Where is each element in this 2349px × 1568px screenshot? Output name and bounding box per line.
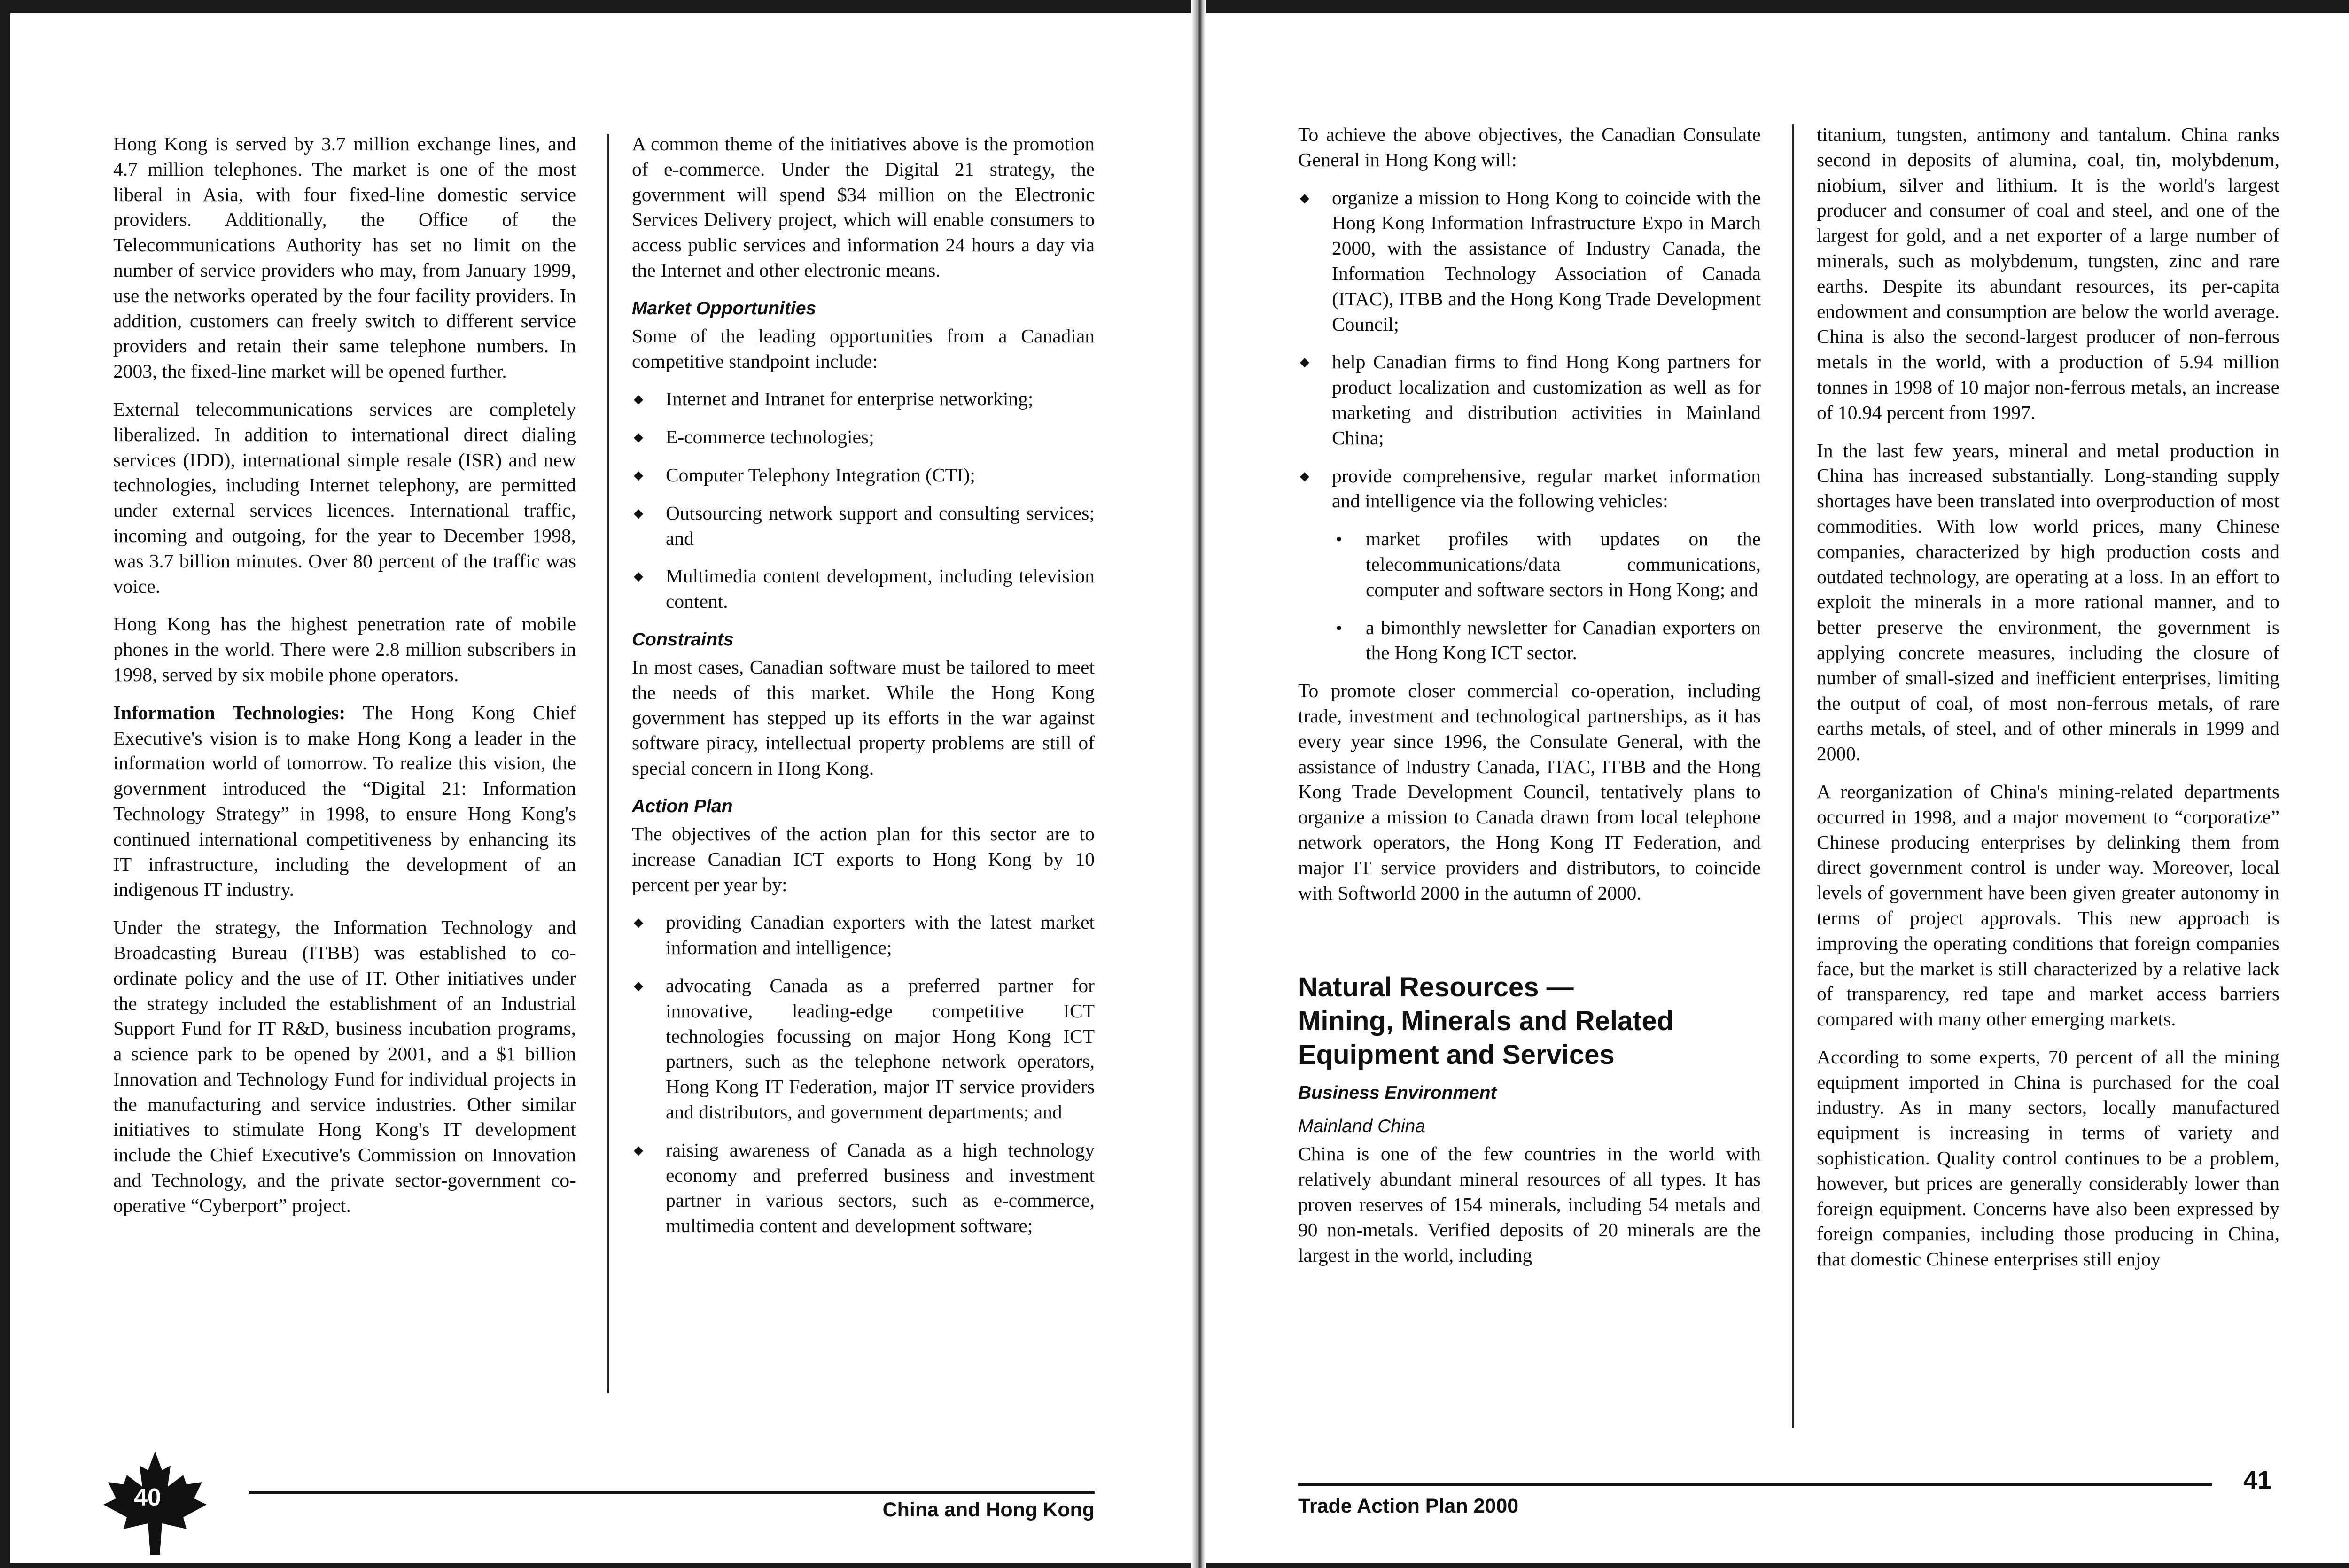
section-title	[1298, 970, 1761, 1072]
footer-title: Trade Action Plan 2000	[1298, 1495, 1519, 1517]
right-page-column-1	[1298, 122, 1761, 1281]
paragraph: Some of the leading opportunities from a Canadian competitive standpoint include:	[632, 325, 1095, 372]
left-page-column-2	[632, 132, 1095, 1251]
book-spine	[1191, 0, 1206, 1568]
section-title-line: Equipment and Services	[1298, 1040, 1615, 1071]
bullet-item: ◆ Outsourcing network support and consulting services; and	[632, 501, 1095, 551]
bullet-item: ◆ Multimedia content development, including television content.	[632, 564, 1095, 614]
paragraph	[113, 700, 576, 902]
paragraph: The objectives of the action plan for this sector are to increase Canadian ICT exports to Hong Kong by 10 percent per year by:	[632, 823, 1095, 895]
bullet-item: ◆ organize a mission to Hong Kong to coincide with the Hong Kong Information Infrastructure Expo in March 2000, with the assistance of Industry Canada, the Information Technology Association of Canada (ITAC), ITBB and the Hong Kong Trade Development Council;	[1298, 186, 1761, 337]
bullet-item: ◆ Internet and Intranet for enterprise networking;	[632, 387, 1095, 412]
column-divider	[1792, 124, 1794, 1428]
page-number-left: 40	[134, 1484, 161, 1511]
paragraph: titanium, tungsten, antimony and tantalum. China ranks second in deposits of alumina, coal, tin, molybdenum, niobium, silver and lithium. It is the world's largest producer and consumer of coal and steel, and one of the largest for gold, and a net exporter of a large number of minerals, such as molybdenum, tungsten, zinc and rare earths. Despite its abundant resources, its per-capita endowment and consumption are below the world average. China is also the second-largest producer of non-ferrous metals in the world, with a production of 5.94 million tonnes in 1998 of 10 major non-ferrous metals, an increase of 10.94 percent from 1997.	[1817, 124, 2279, 423]
paragraph: To promote closer commercial co-operation, including trade, investment and technological partnerships, as it has every year since 1996, the Consulate General, with the assistance of Industry Canada, ITAC, ITBB and the Hong Kong Trade Development Council, tentatively plans to organize a mission to Canada drawn from local telephone network operators, the Hong Kong IT Federation, and major IT service providers and distributors, to coincide with Softworld 2000 in the autumn of 2000.	[1298, 680, 1761, 904]
paragraph: Hong Kong is served by 3.7 million exchange lines, and 4.7 million telephones. The market is one of the most liberal in Asia, with four fixed-line domestic service providers. Additionally, the Office of the Telecommunications Authority has set no limit on the number of service providers who may, from January 1999, use the networks operated by the four facility providers. In addition, customers can freely switch to different service providers and retain their same telephone numbers. In 2003, the fixed-line market will be opened further.	[113, 133, 576, 382]
footer-title: China and Hong Kong	[882, 1498, 1095, 1521]
bullet-item: ◆ E-commerce technologies;	[632, 425, 1095, 450]
paragraph: A reorganization of China's mining-related departments occurred in 1998, and a major movement to “corporatize” Chinese producing enterprises by delinking them from direct government control is under way. Moreover, local levels of government have been given greater autonomy in terms of project approvals. This new approach is improving the operating conditions that foreign companies face, but the market is still characterized by a relative lack of transparency, red tape and market access barriers compared with many other emerging markets.	[1817, 780, 2279, 1030]
subheading-mainland-china: Mainland China	[1298, 1116, 1426, 1137]
paragraph: Hong Kong has the highest penetration rate of mobile phones in the world. There were 2.8 million subscribers in 1998, served by six mobile phone operators.	[113, 613, 576, 685]
page-number-right: 41	[2243, 1466, 2272, 1494]
paragraph: To achieve the above objectives, the Canadian Consulate General in Hong Kong will:	[1298, 124, 1761, 171]
left-page-column-1	[113, 132, 576, 1231]
bullet-item: ◆ provide comprehensive, regular market information and intelligence via the following vehicles:	[1298, 464, 1761, 514]
right-page-column-2	[1817, 122, 2279, 1285]
paragraph-lead-in: Information Technologies:	[113, 701, 346, 723]
paragraph: A common theme of the initiatives above is the promotion of e-commerce. Under the Digital 21 strategy, the government will spend $34 million on the Electronic Services Delivery project, which will enable consumers to access public services and information 24 hours a day via the Internet and other electronic means.	[632, 133, 1095, 281]
bullet-item: ◆ advocating Canada as a preferred partner for innovative, leading-edge competitive ICT technologies focussing on major Hong Kong ICT partners, such as the telephone network operators, Hong Kong IT Federation, major IT service providers and distributors, and government departments; and	[632, 973, 1095, 1125]
section-title-line: Natural Resources —	[1298, 972, 1574, 1003]
bullet-item: ◆ raising awareness of Canada as a high technology economy and preferred business and investment partner in various sectors, such as e-commerce, multimedia content and development software;	[632, 1138, 1095, 1239]
paragraph: External telecommunications services are completely liberalized. In addition to international direct dialing services (IDD), international simple resale (ISR) and new technologies, including Internet telephony, are permitted under external services licences. International traffic, incoming and outgoing, for the year to December 1998, was 3.7 billion minutes. Over 80 percent of the traffic was voice.	[113, 398, 576, 597]
sub-bullet-item: • a bimonthly newsletter for Canadian exporters on the Hong Kong ICT sector.	[1298, 615, 1761, 666]
bullet-item: ◆ providing Canadian exporters with the latest market information and intelligence;	[632, 910, 1095, 961]
paragraph-body: The Hong Kong Chief Executive's vision is to make Hong Kong a leader in the information world of tomorrow. To realize this vision, the government introduced the “Digital 21: Information Technology Strategy” in 1998, to ensure Hong Kong's continued international competitiveness by enhancing its IT infrastructure, including the development of an indigenous IT industry.	[113, 701, 576, 900]
section-heading-business-environment: Business Environment	[1298, 1083, 1497, 1103]
section-heading-action-plan: Action Plan	[632, 796, 733, 816]
section-heading-market-opportunities: Market Opportunities	[632, 298, 817, 318]
column-divider	[607, 134, 609, 1393]
footer-rule	[1298, 1483, 2212, 1486]
paragraph: According to some experts, 70 percent of all the mining equipment imported in China is purchased for the coal industry. As in many sectors, locally manufactured equipment is increasing in terms of variety and sophistication. Quality control continues to be a problem, however, but prices are generally considerably lower than foreign equipment. Concerns have also been expressed by foreign companies, including those producing in China, that domestic Chinese enterprises still enjoy	[1817, 1046, 2279, 1270]
paragraph: In most cases, Canadian software must be tailored to meet the needs of this market. While the Hong Kong government has stepped up its efforts in the war against software piracy, intellectual property problems are still of special concern in Hong Kong.	[632, 656, 1095, 779]
sub-bullet-item: • market profiles with updates on the telecommunications/data communications, computer and software sectors in Hong Kong; and	[1298, 527, 1761, 602]
bullet-item: ◆ help Canadian firms to find Hong Kong partners for product localization and customization as well as for marketing and distribution activities in Mainland China;	[1298, 349, 1761, 450]
paragraph: Under the strategy, the Information Technology and Broadcasting Bureau (ITBB) was established to co-ordinate policy and the use of IT. Other initiatives under the strategy included the establishment of an Industrial Support Fund for IT R&D, business incubation programs, a science park to be opened by 2001, and a $1 billion Innovation and Technology Fund for individual projects in the manufacturing and service industries. Other similar initiatives to stimulate Hong Kong's IT development include the Chief Executive's Commission on Innovation and Technology, and the private sector-government co-operative “Cyberport” project.	[113, 916, 576, 1216]
section-title-line: Mining, Minerals and Related	[1298, 1006, 1674, 1037]
bullet-item: ◆ Computer Telephony Integration (CTI);	[632, 463, 1095, 488]
footer-rule	[249, 1491, 1095, 1494]
paragraph: In the last few years, mineral and metal production in China has increased substantially. Long-standing supply shortages have been translated into overproduction of most commodities. With low world prices, many Chinese companies, characterized by high production costs and outdated technology, are operating at a loss. In an effort to exploit the minerals in a more rational manner, and to better preserve the environment, the government is applying concrete measures, including the closure of number of small-sized and inefficient enterprises, limiting the output of coal, of most non-ferrous metals, of rare earths metals, of steel, and of other minerals in 1999 and 2000.	[1817, 439, 2279, 765]
paragraph: China is one of the few countries in the world with relatively abundant mineral resources of all types. It has proven reserves of 154 minerals, including 54 metals and 90 non-metals. Verified deposits of 20 minerals are the largest in the world, including	[1298, 1143, 1761, 1266]
section-heading-constraints: Constraints	[632, 629, 734, 650]
